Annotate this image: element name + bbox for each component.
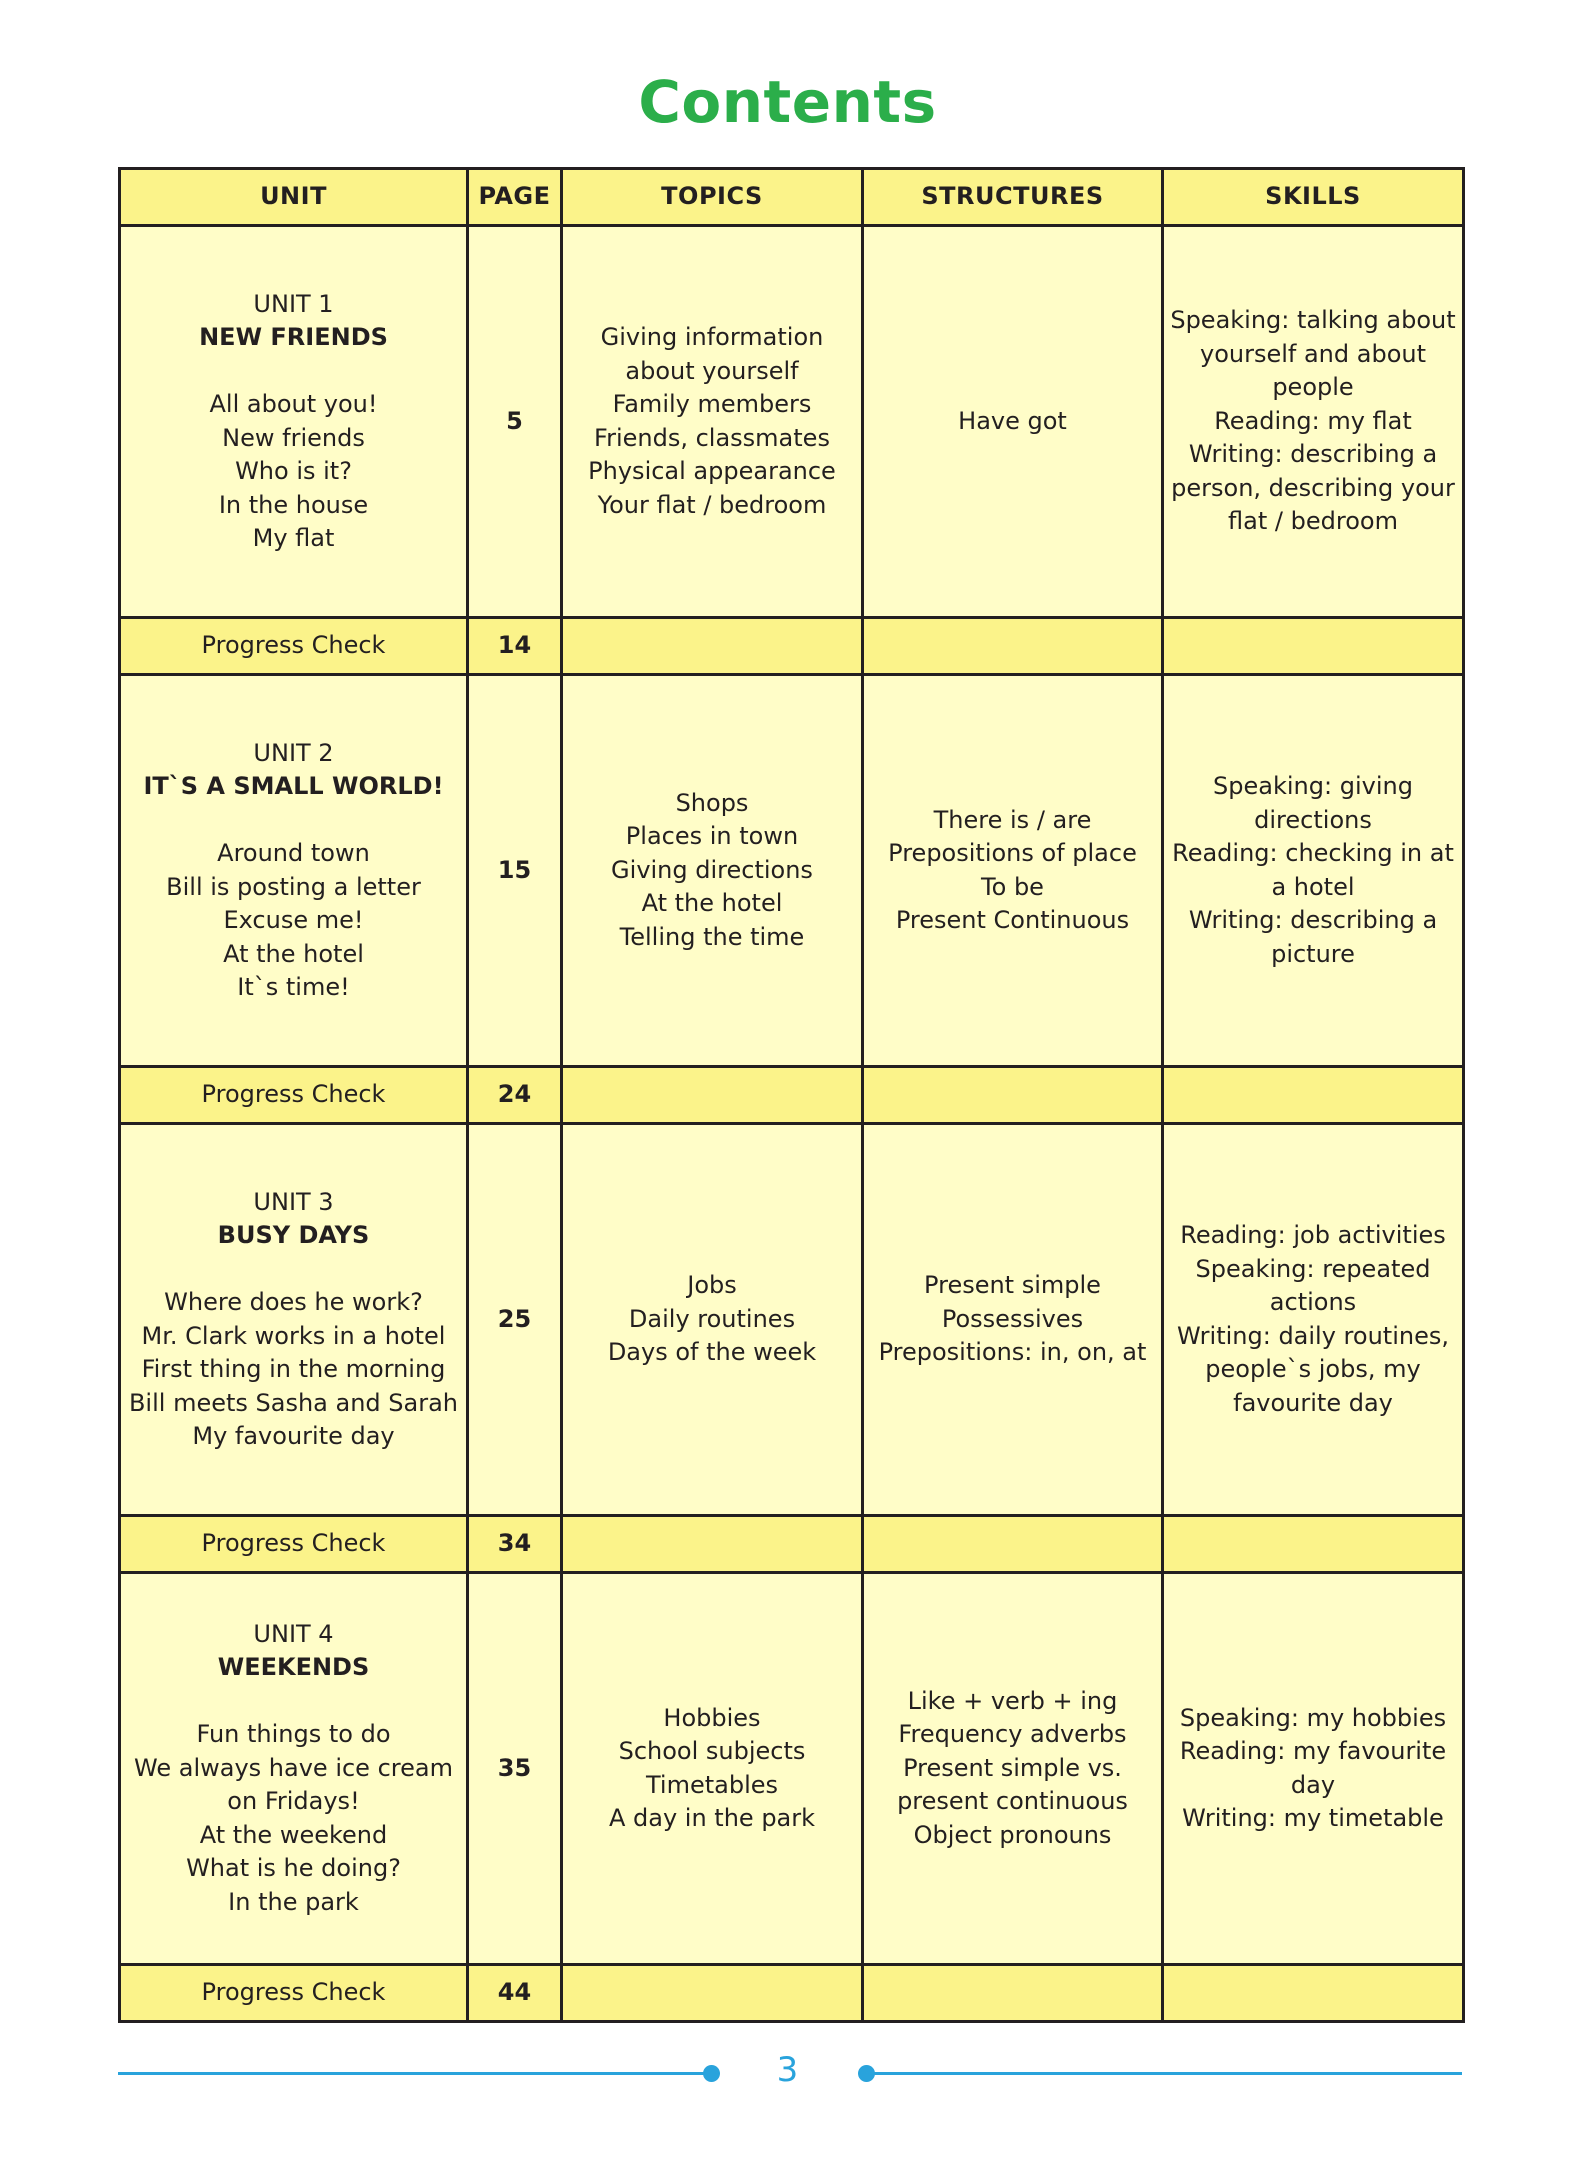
skill-item: Reading: my flat [1214, 406, 1412, 435]
progress-check-label: Progress Check [120, 1965, 468, 2022]
header-topics: TOPICS [562, 169, 863, 226]
table-row [120, 1124, 1464, 1516]
lesson-title: My favourite day [192, 1422, 395, 1450]
lesson-title: What is he doing? [186, 1854, 401, 1883]
skill-item: person, describing your [1171, 473, 1455, 502]
topic-item: Timetables [645, 1770, 779, 1799]
topic-item: Places in town [625, 822, 799, 851]
empty-cell [863, 1965, 1163, 2022]
table-row [120, 226, 1464, 618]
unit-label: UNIT 2 [253, 738, 334, 767]
footer-line-right [866, 2072, 1462, 2075]
topic-item: Daily routines [628, 1304, 796, 1333]
table-row [120, 1573, 1464, 1965]
skill-item: Writing: daily routines, [1177, 1321, 1449, 1350]
skill-item: day [1290, 1770, 1336, 1799]
empty-cell [863, 1516, 1163, 1573]
empty-cell [562, 1965, 863, 2022]
skill-item: favourite day [1233, 1388, 1393, 1417]
topic-item: At the hotel [641, 889, 783, 918]
structures-cell [863, 1573, 1163, 1965]
skill-item: Speaking: talking about [1170, 306, 1456, 335]
skill-item: Writing: describing a [1188, 906, 1438, 934]
topic-item: Your flat / bedroom [597, 490, 827, 519]
structure-item: Prepositions of place [888, 839, 1137, 867]
empty-cell [1163, 1965, 1464, 2022]
unit-cell [120, 1573, 468, 1965]
lesson-title: First thing in the morning [141, 1355, 446, 1383]
skill-item: picture [1271, 939, 1355, 968]
skill-item: Speaking: giving [1213, 772, 1413, 800]
table-row [120, 675, 1464, 1067]
lesson-title: Bill is posting a letter [166, 872, 421, 901]
empty-cell [562, 1067, 863, 1124]
lesson-title: We always have ice cream [134, 1753, 453, 1782]
topics-cell [562, 226, 863, 618]
skills-cell [1163, 675, 1464, 1067]
structure-item: Have got [958, 406, 1067, 435]
progress-check-page: 34 [468, 1516, 562, 1573]
page-cell: 35 [468, 1573, 562, 1965]
footer-dot-left [703, 2065, 720, 2082]
lesson-title: New friends [222, 423, 365, 452]
lesson-title: Bill meets Sasha and Sarah [128, 1388, 459, 1417]
topic-item: Days of the week [607, 1338, 817, 1367]
spacer [127, 355, 460, 389]
lesson-title: Mr. Clark works in a hotel [141, 1321, 446, 1350]
table-header-row [120, 169, 1464, 226]
lesson-title: on Fridays! [227, 1787, 360, 1816]
topic-item: Friends, classmates [594, 423, 830, 452]
empty-cell [562, 618, 863, 675]
page-cell: 15 [468, 675, 562, 1067]
structure-item: present continuous [897, 1787, 1128, 1816]
structure-item: Prepositions: in, on, at [878, 1338, 1147, 1367]
header-structures: STRUCTURES [863, 169, 1163, 226]
structures-cell [863, 675, 1163, 1067]
skill-item: Writing: describing a [1188, 440, 1438, 469]
unit-name: WEEKENDS [217, 1653, 370, 1682]
lesson-title: In the house [218, 490, 369, 519]
skill-item: flat / bedroom [1228, 507, 1398, 536]
progress-check-label: Progress Check [120, 1067, 468, 1124]
lesson-title: Around town [217, 839, 370, 867]
unit-cell [120, 675, 468, 1067]
structure-item: There is / are [933, 805, 1092, 834]
progress-check-label: Progress Check [120, 1516, 468, 1573]
topic-item: Jobs [687, 1271, 737, 1300]
skills-cell [1163, 1124, 1464, 1516]
structures-cell [863, 1124, 1163, 1516]
lesson-title: It`s time! [237, 973, 350, 1001]
progress-check-page: 14 [468, 618, 562, 675]
structure-item: Possessives [941, 1304, 1084, 1333]
page-title: Contents [638, 68, 937, 136]
page-cell: 25 [468, 1124, 562, 1516]
empty-cell [1163, 1067, 1464, 1124]
topics-cell [562, 675, 863, 1067]
unit-cell [120, 1124, 468, 1516]
lesson-title: All about you! [209, 390, 378, 418]
topic-item: about yourself [625, 356, 799, 385]
unit-name: BUSY DAYS [217, 1221, 370, 1249]
topic-item: Giving information [600, 323, 824, 351]
spacer [127, 1685, 460, 1719]
skill-item: Reading: job activities [1180, 1221, 1446, 1249]
lesson-title: Excuse me! [223, 906, 364, 934]
topic-item: Family members [612, 390, 812, 418]
lesson-title: Where does he work? [164, 1288, 423, 1316]
topic-item: Shops [675, 788, 749, 817]
empty-cell [1163, 1516, 1464, 1573]
topic-item: Telling the time [619, 922, 805, 951]
header-page: PAGE [468, 169, 562, 226]
spacer [127, 804, 460, 838]
structure-item: Like + verb + ing [907, 1686, 1118, 1715]
unit-label: UNIT 1 [253, 289, 334, 318]
structure-item: To be [981, 872, 1044, 901]
progress-check-row [120, 618, 1464, 675]
header-skills: SKILLS [1163, 169, 1464, 226]
structure-item: Present Continuous [895, 906, 1130, 934]
structure-item: Frequency adverbs [898, 1720, 1127, 1749]
progress-check-row [120, 1965, 1464, 2022]
skill-item: people [1272, 373, 1354, 402]
lesson-title: In the park [228, 1887, 359, 1916]
skill-item: Speaking: my hobbies [1179, 1703, 1447, 1732]
lesson-title: At the weekend [199, 1820, 388, 1849]
progress-check-label: Progress Check [120, 618, 468, 675]
unit-label: UNIT 4 [253, 1619, 334, 1648]
skills-cell [1163, 1573, 1464, 1965]
footer-line-left [118, 2072, 711, 2075]
contents-table [118, 167, 1465, 2023]
topic-item: School subjects [618, 1737, 806, 1765]
skill-item: people`s jobs, my [1205, 1355, 1421, 1383]
structures-cell [863, 226, 1163, 618]
unit-cell [120, 226, 468, 618]
progress-check-row [120, 1516, 1464, 1573]
lesson-title: At the hotel [223, 939, 364, 968]
page-cell: 5 [468, 226, 562, 618]
topic-item: Giving directions [611, 855, 813, 884]
topics-cell [562, 1573, 863, 1965]
progress-check-page: 44 [468, 1965, 562, 2022]
empty-cell [562, 1516, 863, 1573]
skill-item: yourself and about [1199, 339, 1426, 368]
lesson-title: Who is it? [235, 457, 352, 485]
unit-name: IT`S A SMALL WORLD! [143, 772, 444, 800]
topic-item: Hobbies [663, 1703, 761, 1732]
lesson-title: Fun things to do [196, 1720, 391, 1749]
structure-item: Present simple vs. [903, 1753, 1122, 1782]
structure-item: Present simple [924, 1271, 1101, 1300]
empty-cell [863, 1067, 1163, 1124]
skills-cell [1163, 226, 1464, 618]
skill-item: Speaking: repeated [1195, 1254, 1431, 1283]
progress-check-row [120, 1067, 1464, 1124]
empty-cell [1163, 618, 1464, 675]
progress-check-page: 24 [468, 1067, 562, 1124]
structure-item: Object pronouns [913, 1820, 1112, 1849]
skill-item: directions [1254, 805, 1372, 834]
skill-item: Reading: my favourite [1179, 1737, 1447, 1765]
skill-item: a hotel [1271, 872, 1355, 901]
topic-item: A day in the park [608, 1804, 816, 1832]
topic-item: Physical appearance [588, 457, 836, 485]
skill-item: Reading: checking in at [1172, 839, 1454, 867]
topics-cell [562, 1124, 863, 1516]
unit-label: UNIT 3 [253, 1187, 334, 1216]
page-number: 3 [776, 2050, 799, 2090]
empty-cell [863, 618, 1163, 675]
skill-item: Writing: my timetable [1182, 1804, 1444, 1832]
spacer [127, 1253, 460, 1287]
unit-name: NEW FRIENDS [199, 323, 388, 351]
skill-item: actions [1269, 1288, 1357, 1316]
lesson-title: My flat [252, 524, 335, 552]
header-unit: UNIT [120, 169, 468, 226]
